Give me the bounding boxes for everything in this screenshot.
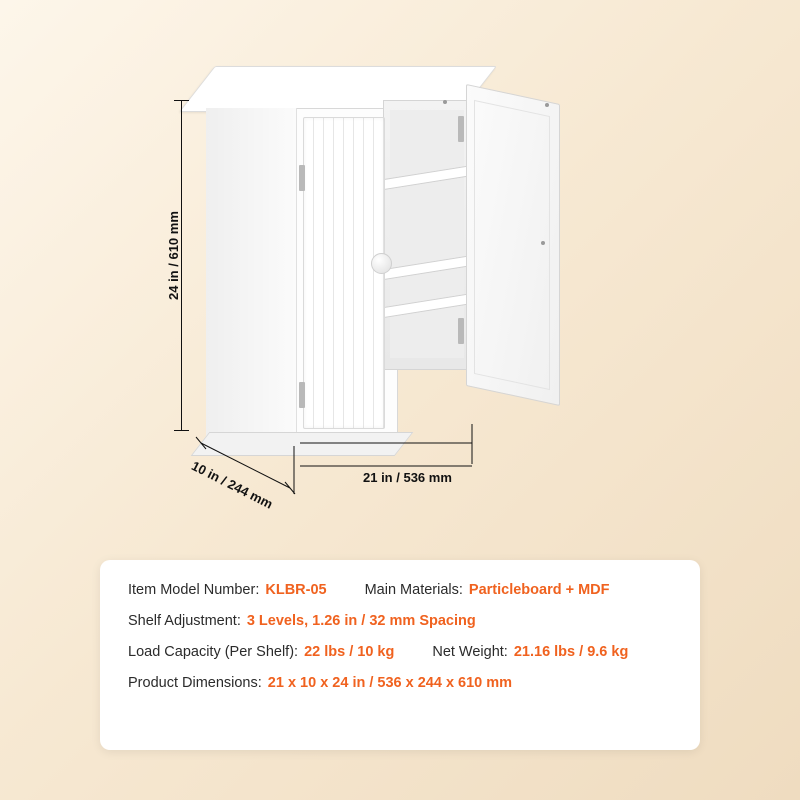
- spec-row: [128, 644, 672, 660]
- width-dimension-label: 21 in / 536 mm: [363, 470, 452, 485]
- spec-label: Main Materials:: [364, 582, 463, 598]
- spec-value: Particleboard + MDF: [468, 582, 610, 598]
- spec-value: 3 Levels, 1.26 in / 32 mm Spacing: [246, 613, 476, 629]
- height-dimension-label: 24 in / 610 mm: [166, 211, 181, 300]
- spec-value: KLBR-05: [265, 582, 327, 598]
- spec-item-load-capacity: [128, 644, 394, 660]
- spec-row: [128, 582, 672, 598]
- spec-value: 21 x 10 x 24 in / 536 x 244 x 610 mm: [267, 675, 513, 691]
- spec-label: Product Dimensions:: [128, 675, 262, 691]
- spec-value: 22 lbs / 10 kg: [304, 644, 395, 660]
- spec-label: Net Weight:: [432, 644, 508, 660]
- specifications-list: [100, 560, 700, 691]
- spec-item-model-number: [128, 582, 327, 598]
- spec-item-shelf-adjustment: [128, 613, 476, 629]
- spec-item-main-materials: [365, 582, 610, 598]
- spec-item-product-dimensions: [128, 675, 512, 691]
- specifications-card: [100, 560, 700, 750]
- spec-row: [128, 675, 672, 691]
- spec-label: Load Capacity (Per Shelf):: [128, 644, 299, 660]
- spec-label: Shelf Adjustment:: [128, 613, 241, 629]
- depth-dimension-label: 10 in / 244 mm: [189, 458, 276, 512]
- spec-value: 21.16 lbs / 9.6 kg: [513, 644, 629, 660]
- spec-item-net-weight: [432, 644, 628, 660]
- spec-label: Item Model Number:: [128, 582, 260, 598]
- spec-row: [128, 613, 672, 629]
